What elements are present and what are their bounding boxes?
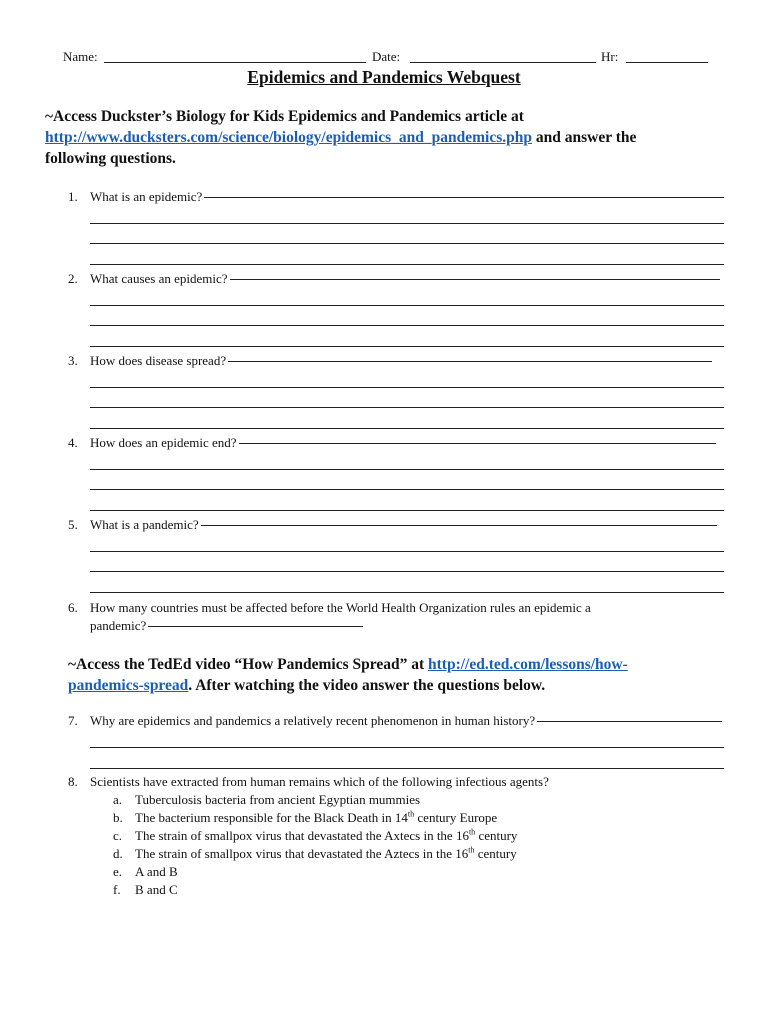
option-text: The bacterium responsible for the Black Death in 14 [135,810,408,825]
answer-line[interactable] [204,197,724,198]
instructions-2-suffix: . After watching the video answer the questions below. [188,677,546,694]
option-text: B and C [135,882,178,897]
option-text: The strain of smallpox virus that devastated the Axtecs in the 16 [135,828,469,843]
option-sup: th [468,845,475,855]
option-text: A and B [135,864,178,879]
option-letter: a. [113,792,123,807]
answer-line[interactable] [90,407,724,408]
answer-line[interactable] [90,346,724,347]
answer-line[interactable] [90,387,724,388]
question-6-continued [90,618,363,634]
name-label: Name: [63,49,98,64]
answer-line[interactable] [90,571,724,572]
question-text: Scientists have extracted from human remains which of the following infectious agents? [90,774,549,789]
option-text: The strain of smallpox virus that devastated the Aztecs in the 16 [135,846,469,861]
question-8 [68,774,549,790]
question-text: Why are epidemics and pandemics a relatively recent phenomenon in human history? [90,713,536,728]
answer-line[interactable] [90,551,724,552]
option-letter: c. [113,828,123,843]
question-number: 4. [68,435,78,450]
question-number: 3. [68,353,78,368]
instructions-1-line3: following questions. [45,150,176,167]
answer-line[interactable] [90,489,724,490]
instructions-1-line2 [45,127,636,148]
instructions-1-line1: ~Access Duckster’s Biology for Kids Epidemics and Pandemics article at [45,108,524,125]
question-text: How many countries must be affected before the World Health Organization rules an epidemic a [90,600,591,615]
answer-line[interactable] [90,428,724,429]
question-7 [68,713,722,729]
option-letter: e. [113,864,123,879]
option-text-after: century [474,846,517,861]
option-c[interactable] [113,828,517,844]
question-text: How does an epidemic end? [90,435,237,450]
option-sup: th [468,827,476,837]
name-field[interactable] [104,62,366,63]
answer-line[interactable] [90,747,724,748]
option-letter: d. [113,846,123,861]
question-2 [68,271,720,287]
question-text: What is an epidemic? [90,189,203,204]
question-6 [68,600,591,616]
answer-line[interactable] [90,223,724,224]
option-text: Tuberculosis bacteria from ancient Egyptian mummies [135,792,421,807]
option-e[interactable] [113,864,178,880]
answer-line[interactable] [228,361,712,362]
answer-line[interactable] [90,305,724,306]
date-field[interactable] [410,62,596,63]
question-number: 6. [68,600,78,615]
option-letter: b. [113,810,123,825]
question-number: 7. [68,713,78,728]
answer-line[interactable] [230,279,720,280]
question-3 [68,353,712,369]
option-text-after: century Europe [414,810,498,825]
question-text: How does disease spread? [90,353,227,368]
option-f[interactable] [113,882,178,898]
question-number: 2. [68,271,78,286]
question-number: 1. [68,189,78,204]
question-text: What is a pandemic? [90,517,199,532]
option-d[interactable] [113,846,517,862]
answer-line[interactable] [537,721,722,722]
date-label: Date: [372,49,401,64]
question-4 [68,435,716,451]
instructions-2-line1 [68,654,628,675]
question-number: 5. [68,517,78,532]
question-1 [68,189,724,205]
ducksters-link[interactable]: http://www.ducksters.com/science/biology/epidemics_and_pandemics.php [45,129,532,146]
answer-line[interactable] [201,525,717,526]
ted-link-continued[interactable]: pandemics-spread [68,677,189,694]
instructions-1-suffix: and answer the [532,129,637,146]
question-text: pandemic? [90,618,147,633]
option-a[interactable] [113,792,420,808]
instructions-2-line2 [68,675,545,696]
question-text: What causes an epidemic? [90,271,228,286]
answer-line[interactable] [90,243,724,244]
option-sup: th [407,809,415,819]
answer-line[interactable] [90,325,724,326]
answer-line[interactable] [239,443,716,444]
ted-link[interactable]: http://ed.ted.com/lessons/how- [428,656,628,673]
hr-label: Hr: [601,49,619,64]
answer-line[interactable] [90,768,724,769]
option-text-after: century [475,828,518,843]
answer-line[interactable] [90,510,724,511]
answer-line[interactable] [90,469,724,470]
option-b[interactable] [113,810,497,826]
answer-line[interactable] [90,264,724,265]
question-5 [68,517,717,533]
answer-line[interactable] [90,592,724,593]
option-letter: f. [113,882,121,897]
answer-line[interactable] [148,626,363,627]
question-number: 8. [68,774,78,789]
instructions-2-prefix: ~Access the TedEd video “How Pandemics Spread” at [68,656,428,673]
page-title: Epidemics and Pandemics Webquest [247,67,521,87]
hr-field[interactable] [626,62,708,63]
